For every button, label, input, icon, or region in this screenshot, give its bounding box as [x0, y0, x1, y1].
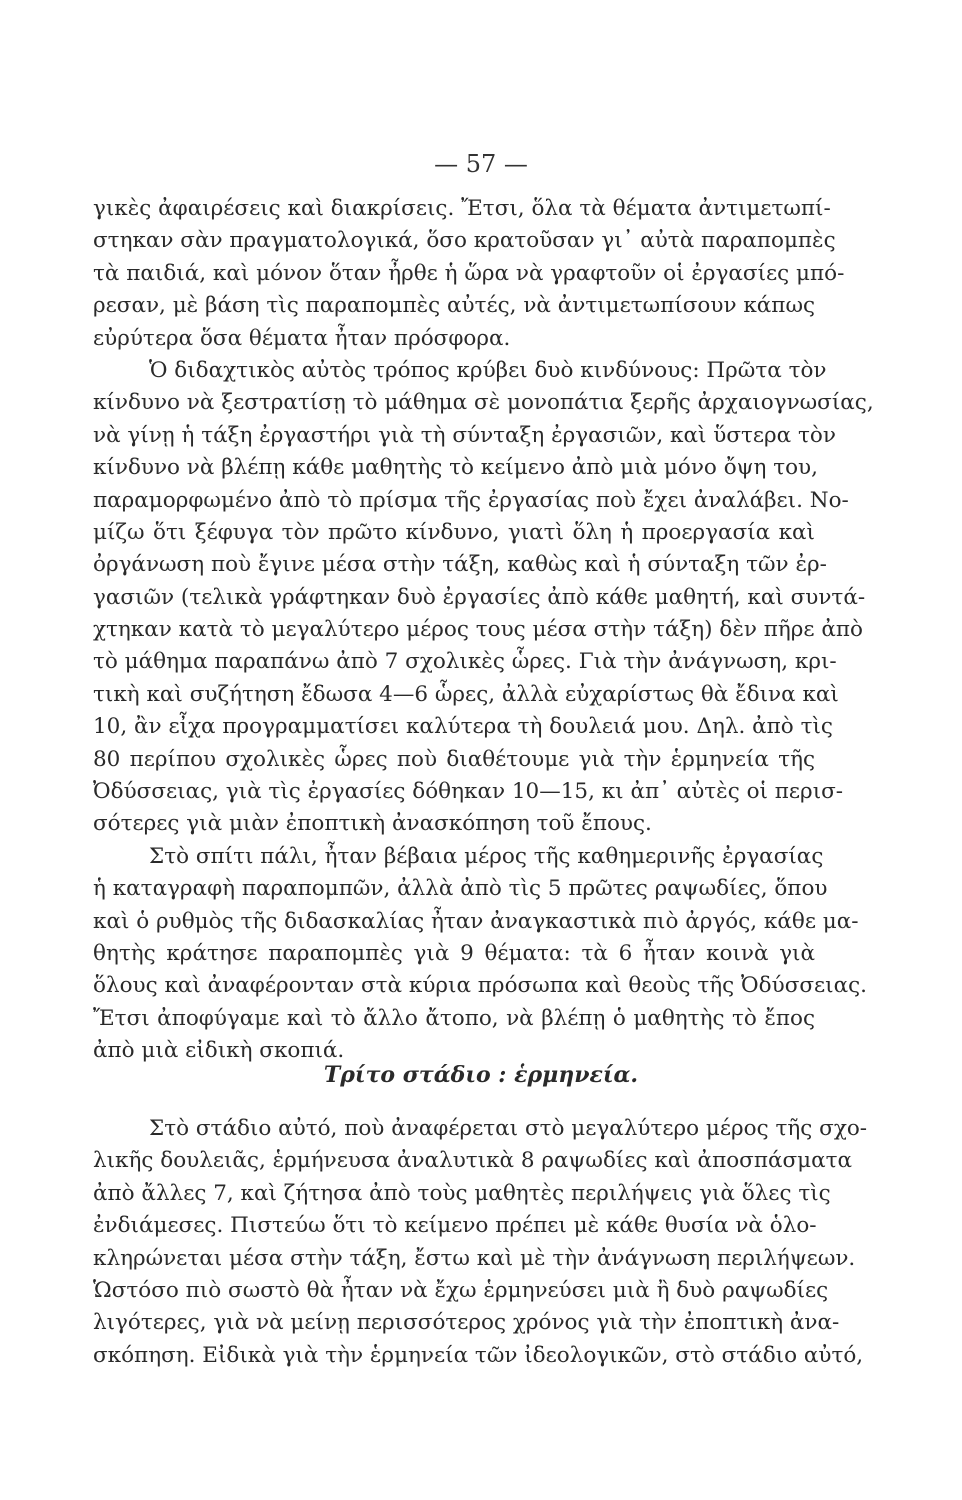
text-line: Ὡστόσο πιὸ σωστὸ θὰ ἦταν νὰ ἔχω ἑρμηνεύσει μιὰ ἢ δυὸ ραψωδίες	[93, 1277, 829, 1303]
text-line: Στὸ σπίτι πάλι, ἦταν βέβαια μέρος τῆς καθημερινῆς ἐργασίας	[149, 843, 824, 869]
text-line: 10, ἂν εἶχα προγραμματίσει καλύτερα τὴ δουλειά μου. Δηλ. ἀπὸ τὶς	[93, 714, 833, 740]
text-line: εὐρύτερα ὅσα θέματα ἦταν πρόσφορα.	[93, 325, 511, 351]
page-number: — 57 —	[434, 150, 528, 178]
text-line: ἀπὸ μιὰ εἰδικὴ σκοπιά.	[93, 1038, 345, 1064]
text-line: χτηκαν κατὰ τὸ μεγαλύτερο μέρος τους μέσα στὴν τάξη) δὲν πῆρε ἀπὸ	[93, 617, 863, 643]
text-line: κίνδυνο νὰ βλέπῃ κάθε μαθητὴς τὸ κείμενο ἀπὸ μιὰ μόνο ὄψη του,	[93, 455, 818, 481]
text-line: ἐνδιάμεσες. Πιστεύω ὅτι τὸ κείμενο πρέπει μὲ κάθε θυσία νὰ ὁλο-	[93, 1213, 817, 1239]
text-line: Ὀδύσσειας, γιὰ τὶς ἐργασίες δόθηκαν 10—15, κι ἀπ᾽ αὐτὲς οἱ περισ-	[93, 779, 844, 805]
text-line: κίνδυνο νὰ ξεστρατίσῃ τὸ μάθημα σὲ μονοπάτια ξερῆς ἀρχαιογνωσίας,	[93, 390, 874, 416]
paragraph-block-1	[93, 193, 874, 1068]
text-line: στηκαν σὰν πραγματολογικά, ὅσο κρατοῦσαν γι᾽ αὐτὰ παραπομπὲς	[93, 228, 836, 254]
text-line: ρεσαν, μὲ βάση τὶς παραπομπὲς αὐτές, νὰ ἀντιμετωπίσουν κάπως	[93, 293, 816, 319]
text-line: γικὲς ἀφαιρέσεις καὶ διακρίσεις. Ἔτσι, ὅλα τὰ θέματα ἀντιμετωπί-	[93, 196, 831, 221]
text-line: ὀργάνωση ποὺ ἔγινε μέσα στὴν τάξη, καθὼς καὶ ἡ σύνταξη τῶν ἐρ-	[93, 552, 827, 578]
text-line: λικῆς δουλειᾶς, ἑρμήνευσα ἀναλυτικὰ 8 ραψωδίες καὶ ἀποσπάσματα	[93, 1148, 853, 1174]
text-line: Ὁ διδαχτικὸς αὐτὸς τρόπος κρύβει δυὸ κινδύνους: Πρῶτα τὸν	[149, 357, 827, 383]
text-line: τὰ παιδιά, καὶ μόνον ὅταν ἦρθε ἡ ὥρα νὰ γραφτοῦν οἱ ἐργασίες μπό-	[93, 260, 845, 286]
text-line: τικὴ καὶ συζήτηση ἔδωσα 4—6 ὧρες, ἀλλὰ εὐχαρίστως θὰ ἔδινα καὶ	[93, 681, 839, 707]
text-line: καὶ ὁ ρυθμὸς τῆς διδασκαλίας ἦταν ἀναγκαστικὰ πιὸ ἀργός, κάθε μα-	[93, 908, 859, 934]
text-line: ἀπὸ ἄλλες 7, καὶ ζήτησα ἀπὸ τοὺς μαθητὲς περιλήψεις γιὰ ὅλες τὶς	[93, 1180, 831, 1206]
text-line: παραμορφωμένο ἀπὸ τὸ πρίσμα τῆς ἐργασίας ποὺ ἔχει ἀναλάβει. Νο-	[93, 487, 849, 513]
text-line: Στὸ στάδιο αὐτό, ποὺ ἀναφέρεται στὸ μεγαλύτερο μέρος τῆς σχο-	[149, 1116, 868, 1141]
text-line: σότερες γιὰ μιὰν ἐποπτικὴ ἀνασκόπηση τοῦ ἔπους.	[93, 811, 652, 837]
text-line: 80 περίπου σχολικὲς ὧρες ποὺ διαθέτουμε γιὰ τὴν ἑρμηνεία τῆς	[93, 746, 815, 772]
text-line: σκόπηση. Εἰδικὰ γιὰ τὴν ἑρμηνεία τῶν ἰδεολογικῶν, στὸ στάδιο αὐτό,	[93, 1342, 864, 1368]
text-line: τὸ μάθημα παραπάνω ἀπὸ 7 σχολικὲς ὧρες. Γιὰ τὴν ἀνάγνωση, κρι-	[93, 649, 837, 675]
text-line: μίζω ὅτι ξέφυγα τὸν πρῶτο κίνδυνο, γιατὶ ὅλη ἡ προεργασία καὶ	[93, 519, 815, 545]
text-line: νὰ γίνῃ ἡ τάξη ἐργαστήρι γιὰ τὴ σύνταξη ἐργασιῶν, καὶ ὕστερα τὸν	[93, 422, 836, 448]
section-heading: Τρίτο στάδιο : ἑρμηνεία.	[323, 1062, 639, 1088]
text-line: ἡ καταγραφὴ παραπομπῶν, ἀλλὰ ἀπὸ τὶς 5 πρῶτες ραψωδίες, ὅπου	[93, 876, 828, 902]
text-line: λιγότερες, γιὰ νὰ μείνῃ περισσότερος χρόνος γιὰ τὴν ἐποπτικὴ ἀνα-	[93, 1310, 840, 1336]
text-line: Ἔτσι ἀποφύγαμε καὶ τὸ ἄλλο ἄτοπο, νὰ βλέπῃ ὁ μαθητὴς τὸ ἔπος	[93, 1005, 815, 1031]
text-line: θητὴς κράτησε παραπομπὲς γιὰ 9 θέματα: τὰ 6 ἦταν κοινὰ γιὰ	[93, 940, 815, 966]
paragraph-block-2	[93, 1113, 868, 1372]
text-line: γασιῶν (τελικὰ γράφτηκαν δυὸ ἐργασίες ἀπὸ κάθε μαθητή, καὶ συντά-	[93, 584, 866, 610]
text-line: ὅλους καὶ ἀναφέρονταν στὰ κύρια πρόσωπα καὶ θεοὺς τῆς Ὀδύσσειας.	[93, 973, 868, 999]
text-line: κληρώνεται μέσα στὴν τάξη, ἔστω καὶ μὲ τὴν ἀνάγνωση περιλήψεων.	[93, 1245, 856, 1271]
